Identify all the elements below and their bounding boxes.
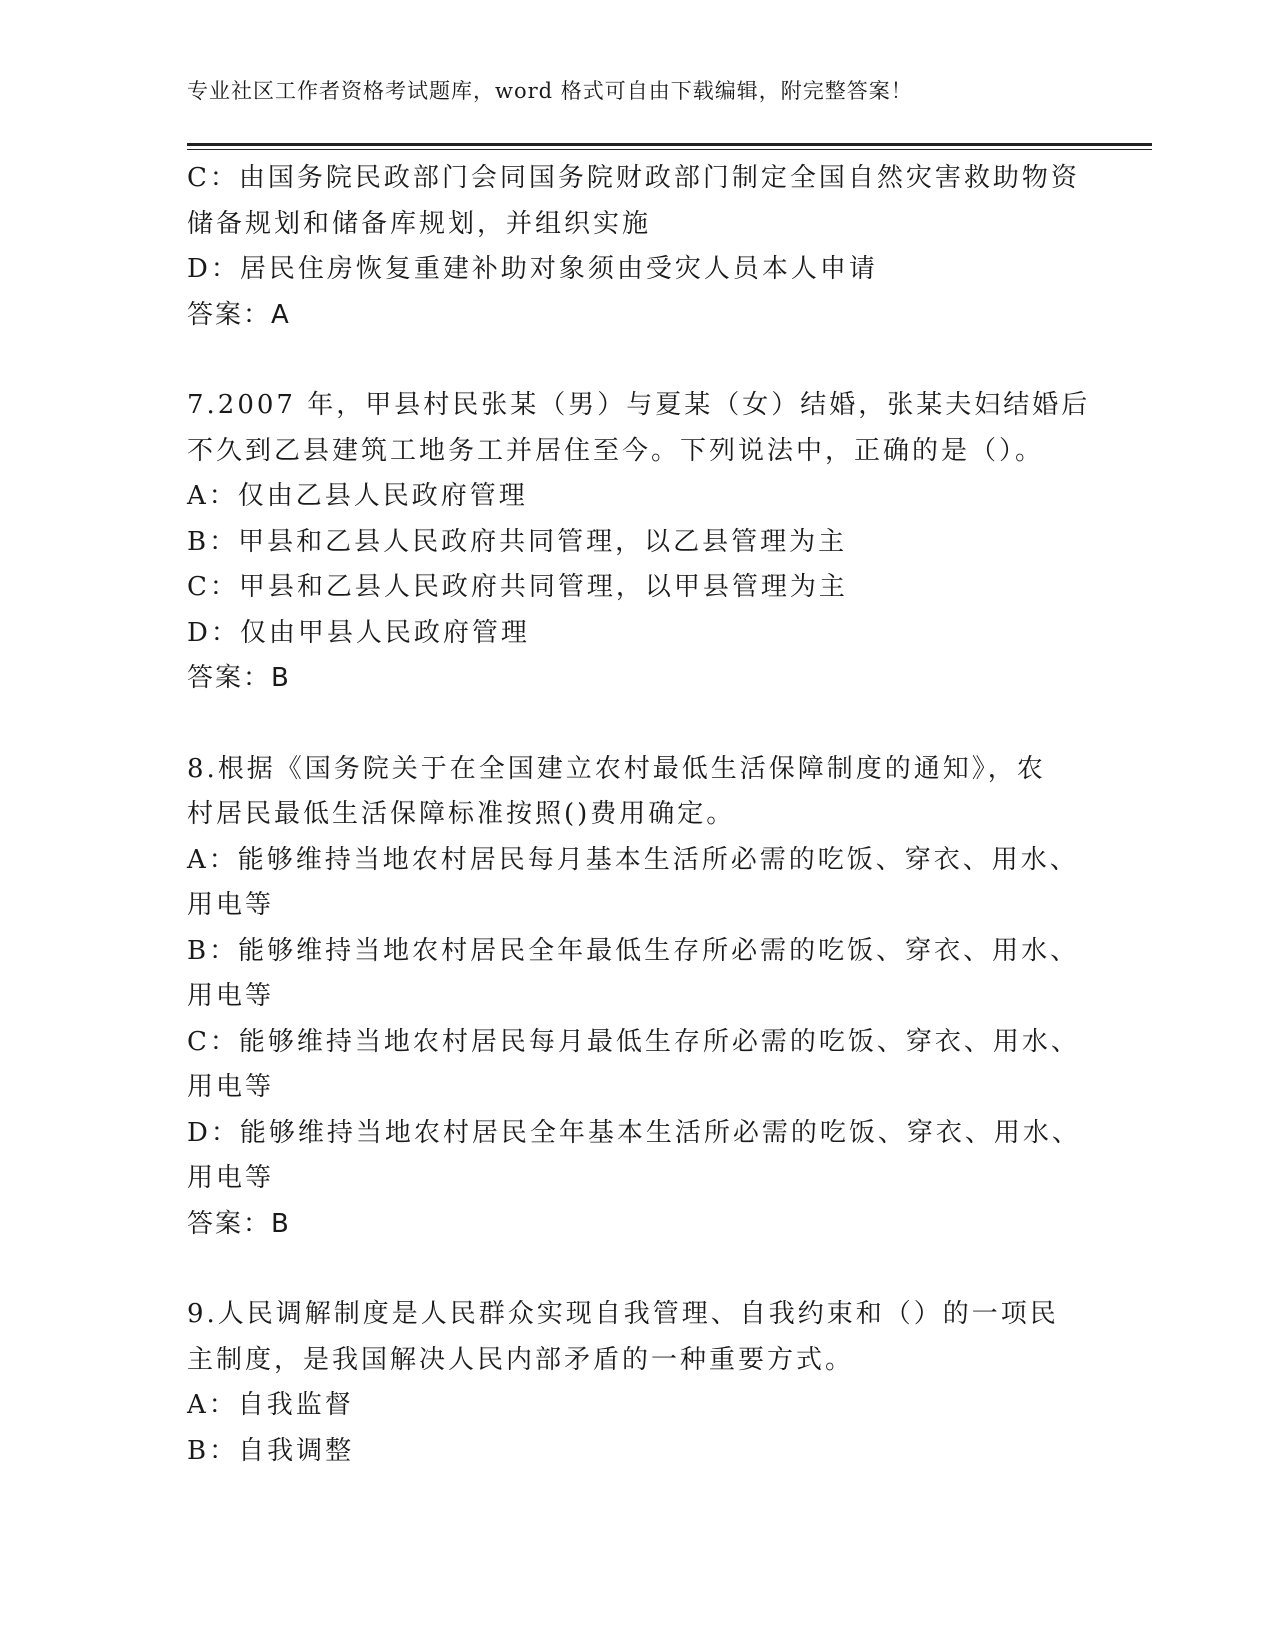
block-spacer (187, 702, 1087, 747)
header-rule-thin (187, 149, 1152, 150)
answer-line: 答案：B (187, 1208, 291, 1239)
question-content (187, 156, 1091, 1474)
question-line: 7.2007 年，甲县村民张某（男）与夏某（女）结婚，张某夫妇结婚后 (187, 390, 1091, 420)
option-line: D：仅由甲县人民政府管理 (187, 617, 530, 648)
option-line: C：由国务院民政部门会同国务院财政部门制定全国自然灾害救助物资 (187, 163, 1080, 193)
option-line: B：自我调整 (187, 1435, 355, 1466)
question-line: 主制度，是我国解决人民内部矛盾的一种重要方式。 (187, 1344, 855, 1375)
question-block (187, 156, 1087, 338)
question-block (187, 1292, 1087, 1474)
option-line: B：能够维持当地农村居民全年最低生存所必需的吃饭、穿衣、用水、 (187, 935, 1080, 966)
option-line: C：能够维持当地农村居民每月最低生存所必需的吃饭、穿衣、用水、 (187, 1026, 1080, 1057)
block-spacer (187, 1247, 1087, 1292)
option-line: D：居民住房恢复重建补助对象须由受灾人员本人申请 (187, 254, 878, 284)
answer-line: 答案：A (187, 299, 291, 330)
question-block (187, 383, 1091, 702)
question-line: 不久到乙县建筑工地务工并居住至今。下列说法中，正确的是（）。 (187, 435, 1045, 466)
question-block (187, 747, 1087, 1248)
option-line: A：能够维持当地农村居民每月基本生活所必需的吃饭、穿衣、用水、 (187, 844, 1079, 875)
option-line: A：仅由乙县人民政府管理 (187, 481, 528, 511)
option-line: C：甲县和乙县人民政府共同管理，以甲县管理为主 (187, 572, 848, 602)
option-line: 用电等 (187, 890, 275, 920)
option-line: 用电等 (187, 1072, 275, 1102)
option-line: A：自我监督 (187, 1390, 354, 1420)
option-line: B：甲县和乙县人民政府共同管理，以乙县管理为主 (187, 526, 848, 557)
question-line: 村居民最低生活保障标准按照()费用确定。 (187, 799, 736, 829)
option-line: D：能够维持当地农村居民全年基本生活所必需的吃饭、穿衣、用水、 (187, 1117, 1081, 1148)
option-line: 用电等 (187, 981, 275, 1011)
question-line: 8.根据《国务院关于在全国建立农村最低生活保障制度的通知》，农 (187, 753, 1046, 784)
page-header: 专业社区工作者资格考试题库，word 格式可自由下载编辑，附完整答案！ (187, 79, 913, 103)
block-spacer (187, 338, 1087, 383)
option-line: 用电等 (187, 1163, 275, 1193)
header-rule-thick (187, 143, 1152, 146)
answer-line: 答案：B (187, 663, 291, 693)
option-line: 储备规划和储备库规划，并组织实施 (187, 208, 652, 239)
question-line: 9.人民调解制度是人民群众实现自我管理、自我约束和（）的一项民 (187, 1299, 1059, 1329)
